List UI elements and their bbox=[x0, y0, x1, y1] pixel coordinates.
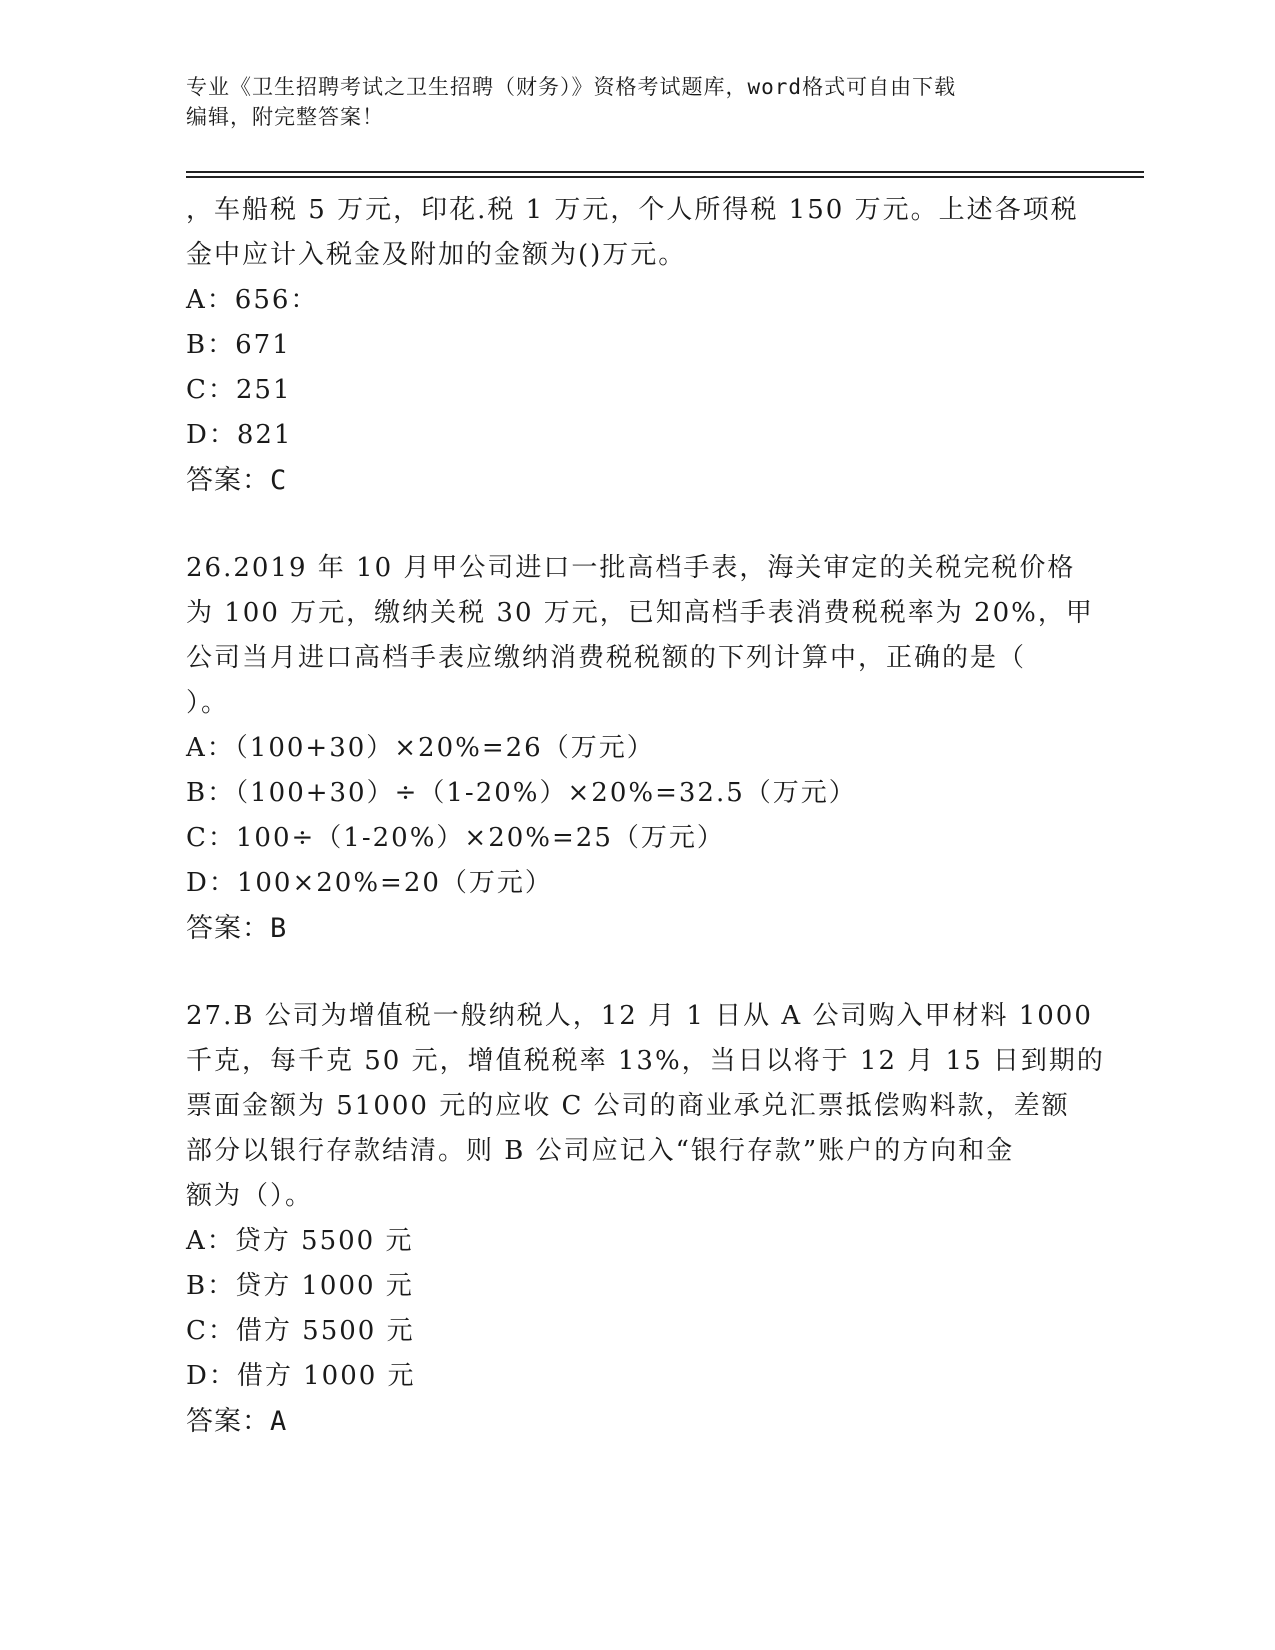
option-a: A：（100+30）×20%=26（万元） bbox=[186, 733, 655, 763]
option-b: B：（100+30）÷（1-20%）×20%=32.5（万元） bbox=[186, 778, 857, 808]
header-line-2: 编辑，附完整答案！ bbox=[186, 105, 384, 129]
question-stem-line: 金中应计入税金及附加的金额为()万元。 bbox=[186, 240, 687, 270]
question-stem-line: 26.2019 年 10 月甲公司进口一批高档手表，海关审定的关税完税价格 bbox=[186, 553, 1076, 583]
question-list bbox=[186, 188, 1105, 1445]
question-stem-line: 为 100 万元，缴纳关税 30 万元，已知高档手表消费税税率为 20%，甲 bbox=[186, 598, 1094, 628]
question-spacer bbox=[186, 952, 1096, 994]
question-stem-line: ）。 bbox=[186, 688, 230, 718]
option-c: C：100÷（1-20%）×20%=25（万元） bbox=[186, 823, 725, 853]
question-block bbox=[186, 994, 1105, 1445]
header-divider-bottom bbox=[186, 176, 1144, 178]
option-b: B：贷方 1000 元 bbox=[186, 1271, 414, 1301]
option-a: A：656： bbox=[186, 285, 319, 315]
option-a: A：贷方 5500 元 bbox=[186, 1226, 414, 1256]
answer-line: 答案：B bbox=[186, 913, 288, 944]
question-stem-line: ，车船税 5 万元，印花.税 1 万元，个人所得税 150 万元。上述各项税 bbox=[186, 195, 1079, 225]
question-spacer bbox=[186, 504, 1096, 546]
option-d: D：821 bbox=[186, 420, 293, 450]
option-d: D：借方 1000 元 bbox=[186, 1361, 416, 1391]
option-c: C：借方 5500 元 bbox=[186, 1316, 415, 1346]
question-stem-line: 部分以银行存款结清。则 B 公司应记入“银行存款”账户的方向和金 bbox=[186, 1136, 1015, 1166]
question-stem-line: 千克，每千克 50 元，增值税税率 13%，当日以将于 12 月 15 日到期的 bbox=[186, 1046, 1105, 1076]
header-divider-top bbox=[186, 171, 1144, 173]
question-stem-line: 27.B 公司为增值税一般纳税人，12 月 1 日从 A 公司购入甲材料 1000 bbox=[186, 1001, 1093, 1031]
answer-line: 答案：A bbox=[186, 1406, 288, 1437]
answer-line: 答案：C bbox=[186, 465, 288, 496]
option-c: C：251 bbox=[186, 375, 292, 405]
question-block bbox=[186, 546, 1096, 952]
header-line-1: 专业《卫生招聘考试之卫生招聘（财务）》资格考试题库，word格式可自由下载 bbox=[186, 75, 957, 99]
document-header bbox=[186, 72, 1086, 132]
option-d: D：100×20%=20（万元） bbox=[186, 868, 553, 898]
question-stem-line: 票面金额为 51000 元的应收 C 公司的商业承兑汇票抵偿购料款，差额 bbox=[186, 1091, 1070, 1121]
question-stem-line: 公司当月进口高档手表应缴纳消费税税额的下列计算中，正确的是（ bbox=[186, 643, 1027, 673]
question-stem-line: 额为（）。 bbox=[186, 1181, 314, 1211]
question-block bbox=[186, 188, 1096, 504]
option-b: B：671 bbox=[186, 330, 291, 360]
